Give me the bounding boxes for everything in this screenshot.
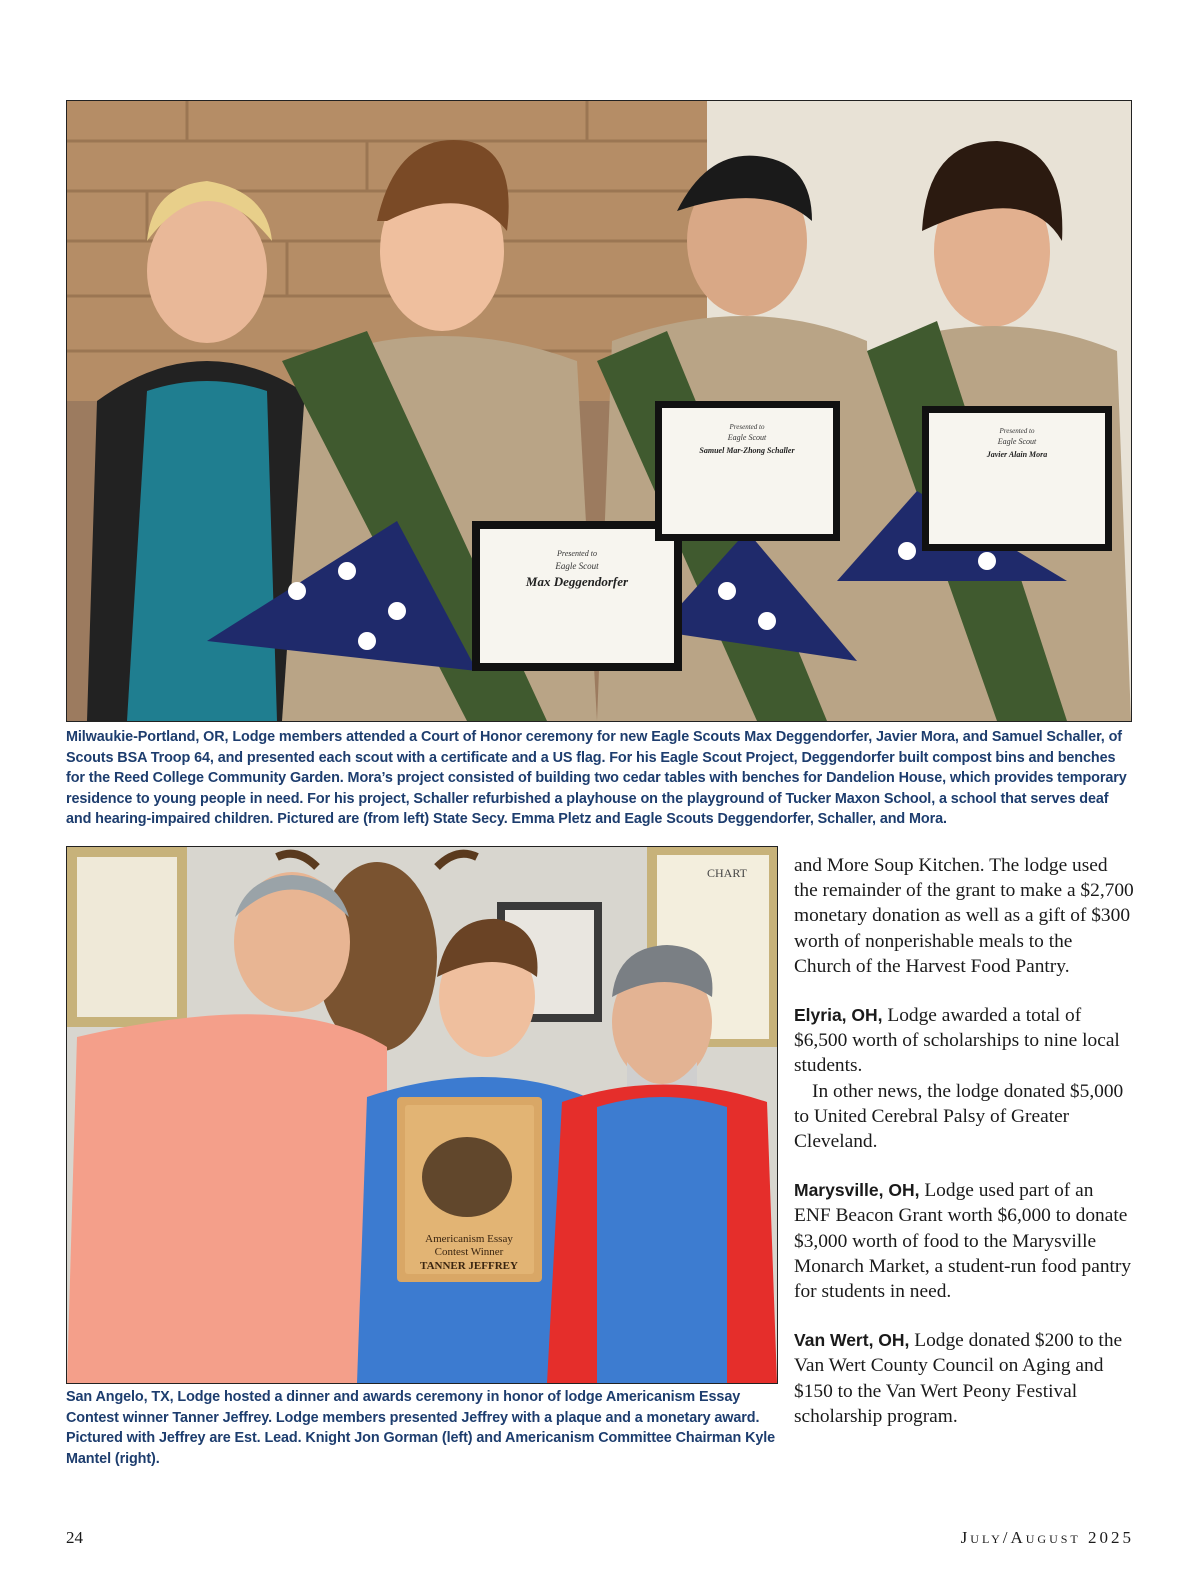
photo-caption-milwaukie [66,727,1134,830]
plaque-line2: Contest Winner [434,1246,504,1258]
paragraph-continued: and More Soup Kitchen. The lodge used the remainder of the grant to make a $2,700 monetary donation as well as a gift of $300 worth of nonperishable meals to the Church of the Harvest Food Pantry. [794,855,1134,977]
caption-text: Lodge hosted a dinner and awards ceremony in honor of lodge Americanism Essay Contest winner Tanner Jeffrey. Lodge members presented Jeffrey with a plaque and a monetary award. Pictured with Jeffrey are Est. Lead. Knight Jon Gorman (left) and Americanism Committee Chairman Kyle Mantel (right). [66,1389,776,1467]
paragraph-van-wert [794,1328,1134,1429]
text-marysville: Lodge used part of an ENF Beacon Grant worth $6,000 to donate $3,000 worth of food to the Marysville Monarch Market, a student-run food pantry for students in need. [794,1180,1132,1303]
cert3-line2: Eagle Scout [997,437,1037,446]
cert3-name: Javier Alain Mora [986,450,1048,459]
caption-location: Milwaukie-Portland, OR, [66,729,229,745]
text-van-wert: Lodge donated $200 to the Van Wert County Council on Aging and $150 to the Van Wert Peony Festival scholarship program. [794,1330,1123,1427]
article-column [794,853,1134,1453]
paragraph-elyria [794,1003,1134,1079]
cert1-name: Max Deggendorfer [525,574,629,589]
location-elyria: Elyria, OH, [794,1005,883,1026]
cert1-line2: Eagle Scout [555,561,599,571]
plaque-name: TANNER JEFFREY [420,1260,518,1272]
issue-date: July/August 2025 [960,1528,1134,1547]
location-marysville: Marysville, OH, [794,1180,920,1201]
page-number: 24 [66,1528,83,1547]
cert3-line1: Presented to [999,427,1035,435]
eagle-scouts-photo [66,100,1132,722]
paragraph-elyria-2: In other news, the lodge donated $5,000 to United Cerebral Palsy of Greater Cleveland. [794,1080,1124,1153]
photo-caption-san-angelo [66,1387,776,1469]
text-elyria: Lodge awarded a total of $6,500 worth of scholarships to nine local students. [794,1005,1120,1077]
location-van-wert: Van Wert, OH, [794,1330,910,1351]
cert2-line2: Eagle Scout [727,433,767,442]
essay-contest-photo [66,846,778,1384]
paragraph-marysville [794,1178,1134,1304]
caption-location: San Angelo, TX, [66,1389,174,1405]
charter-text: CHART [707,866,747,880]
caption-text: Lodge members attended a Court of Honor ceremony for new Eagle Scouts Max Deggendorfer, Javier Mora, and Samuel Schaller, of Scouts BSA Troop 64, and presented each scout with a certificate and a US flag. For his Eagle Scout Project, Deggendorfer built compost bins and benches for the Reed College Community Garden. Mora’s project consisted of building two cedar tables with benches for Dandelion House, which provides temporary residence to young people in need. For his project, Schaller refurbished a playhouse on the playground of Tucker Maxon School, a school that serves deaf and hearing-impaired children. Pictured are (from left) State Secy. Emma Pletz and Eagle Scouts Deggendorfer, Schaller, and Mora. [66,729,1127,827]
cert2-name: Samuel Mar-Zhong Schaller [699,446,795,455]
cert1-line1: Presented to [557,549,597,558]
plaque-line1: Americanism Essay [425,1233,513,1245]
cert2-line1: Presented to [729,423,765,431]
